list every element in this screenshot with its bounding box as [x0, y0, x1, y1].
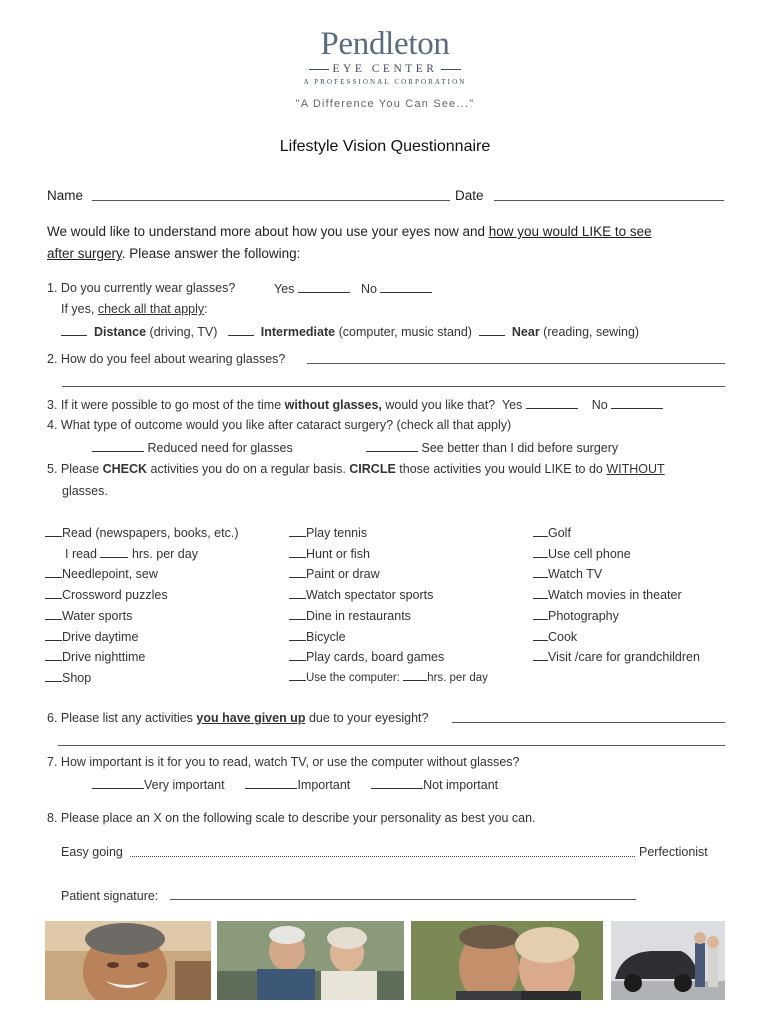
q1-no-blank[interactable] — [380, 281, 432, 293]
question-8: 8. Please place an X on the following scale to describe your personality as best you can. — [47, 811, 536, 825]
activities-column-2 — [289, 523, 488, 689]
read-hours-blank[interactable] — [100, 546, 128, 558]
question-5-cont: glasses. — [62, 484, 108, 498]
question-6: 6. Please list any activities you have given up due to your eyesight? — [47, 711, 429, 725]
activity-item[interactable]: Read (newspapers, books, etc.) — [45, 523, 238, 544]
activity-item[interactable]: Watch TV — [533, 564, 700, 585]
activity-item-computer[interactable]: Use the computer: hrs. per day — [289, 668, 488, 689]
photo-smiling-man — [45, 921, 211, 1000]
logo-subtitle: EYE CENTER — [0, 62, 770, 76]
activity-item[interactable]: Play tennis — [289, 523, 488, 544]
page-title: Lifestyle Vision Questionnaire — [279, 138, 491, 155]
date-label: Date — [455, 188, 484, 203]
q3-no-blank[interactable] — [611, 397, 663, 409]
activity-item[interactable]: Visit /care for grandchildren — [533, 647, 700, 668]
photo-couple-vintage-car — [611, 921, 725, 1000]
q4-opt1-blank[interactable] — [92, 440, 144, 452]
signature-label: Patient signature: — [61, 889, 159, 903]
q2-answer-line-2[interactable] — [62, 386, 725, 387]
question-4: 4. What type of outcome would you like after cataract surgery? (check all that apply) — [47, 418, 512, 432]
activity-item[interactable]: Cook — [533, 627, 700, 648]
intro-text: We would like to understand more about how you use your eyes now and how you would LIKE to see after surgery. Please answer the following: — [47, 224, 652, 261]
near-blank[interactable] — [479, 324, 505, 336]
photo-couple-cycling — [217, 921, 404, 1000]
q7-opt3-blank[interactable] — [371, 777, 423, 789]
q4-opt2-blank[interactable] — [366, 440, 418, 452]
signature-field[interactable] — [170, 899, 636, 900]
q2-answer-line-1[interactable] — [307, 363, 725, 364]
name-label: Name — [47, 188, 84, 203]
activity-item[interactable]: Needlepoint, sew — [45, 564, 238, 585]
activity-item[interactable]: Golf — [533, 523, 700, 544]
activity-item[interactable]: Drive daytime — [45, 627, 238, 648]
scale-right-label: Perfectionist — [639, 845, 708, 859]
activity-item[interactable]: Shop — [45, 668, 238, 689]
computer-hours-blank[interactable] — [403, 669, 427, 681]
q4-option-2: See better than I did before surgery — [366, 440, 618, 455]
activity-item[interactable]: Play cards, board games — [289, 647, 488, 668]
q1-yes: Yes — [274, 281, 350, 296]
personality-scale[interactable] — [130, 856, 635, 857]
tagline: "A Difference You Can See..." — [295, 98, 475, 110]
activity-item[interactable]: Paint or draw — [289, 564, 488, 585]
activities-column-3 — [533, 523, 700, 668]
intermediate-blank[interactable] — [228, 324, 254, 336]
logo-name: Pendleton — [320, 26, 450, 62]
logo-corporation: A PROFESSIONAL CORPORATION — [303, 78, 467, 86]
distance-blank[interactable] — [61, 324, 87, 336]
question-7: 7. How important is it for you to read, watch TV, or use the computer without glasses? — [47, 755, 520, 769]
q1-no: No — [361, 281, 432, 296]
q1-yes-blank[interactable] — [298, 281, 350, 293]
q7-opt1-blank[interactable] — [92, 777, 144, 789]
date-field[interactable] — [494, 200, 724, 201]
q3-yes-blank[interactable] — [526, 397, 578, 409]
activities-column-1 — [45, 523, 238, 689]
activity-item[interactable]: Watch spectator sports — [289, 585, 488, 606]
activity-item[interactable]: Water sports — [45, 606, 238, 627]
q7-opt2-blank[interactable] — [245, 777, 297, 789]
activity-item[interactable]: Crossword puzzles — [45, 585, 238, 606]
q6-answer-line-1[interactable] — [452, 722, 725, 723]
question-2: 2. How do you feel about wearing glasses? — [47, 352, 286, 366]
question-1: 1. Do you currently wear glasses? — [47, 281, 236, 295]
activity-item[interactable]: Use cell phone — [533, 544, 700, 565]
q6-answer-line-2[interactable] — [58, 745, 725, 746]
activity-item[interactable]: Bicycle — [289, 627, 488, 648]
question-3: 3. If it were possible to go most of the time without glasses, would you like that? Yes No — [47, 397, 663, 412]
question-5: 5. Please CHECK activities you do on a regular basis. CIRCLE those activities you would LIKE to do WITHOUT — [47, 462, 665, 476]
photo-smiling-couple — [411, 921, 603, 1000]
activity-item[interactable]: Drive nighttime — [45, 647, 238, 668]
q7-options: Very important Important Not important — [92, 777, 498, 792]
name-field[interactable] — [92, 200, 450, 201]
activity-item[interactable]: Hunt or fish — [289, 544, 488, 565]
q4-option-1: Reduced need for glasses — [92, 440, 293, 455]
activity-item[interactable]: Dine in restaurants — [289, 606, 488, 627]
read-hours: I read hrs. per day — [65, 546, 198, 561]
q1-ifyes: If yes, check all that apply: — [61, 302, 208, 316]
activity-item[interactable]: Watch movies in theater — [533, 585, 700, 606]
q1-options: Distance (driving, TV) Intermediate (computer, music stand) Near (reading, sewing) — [61, 324, 639, 339]
scale-left-label: Easy going — [61, 845, 123, 859]
activity-item[interactable]: Photography — [533, 606, 700, 627]
